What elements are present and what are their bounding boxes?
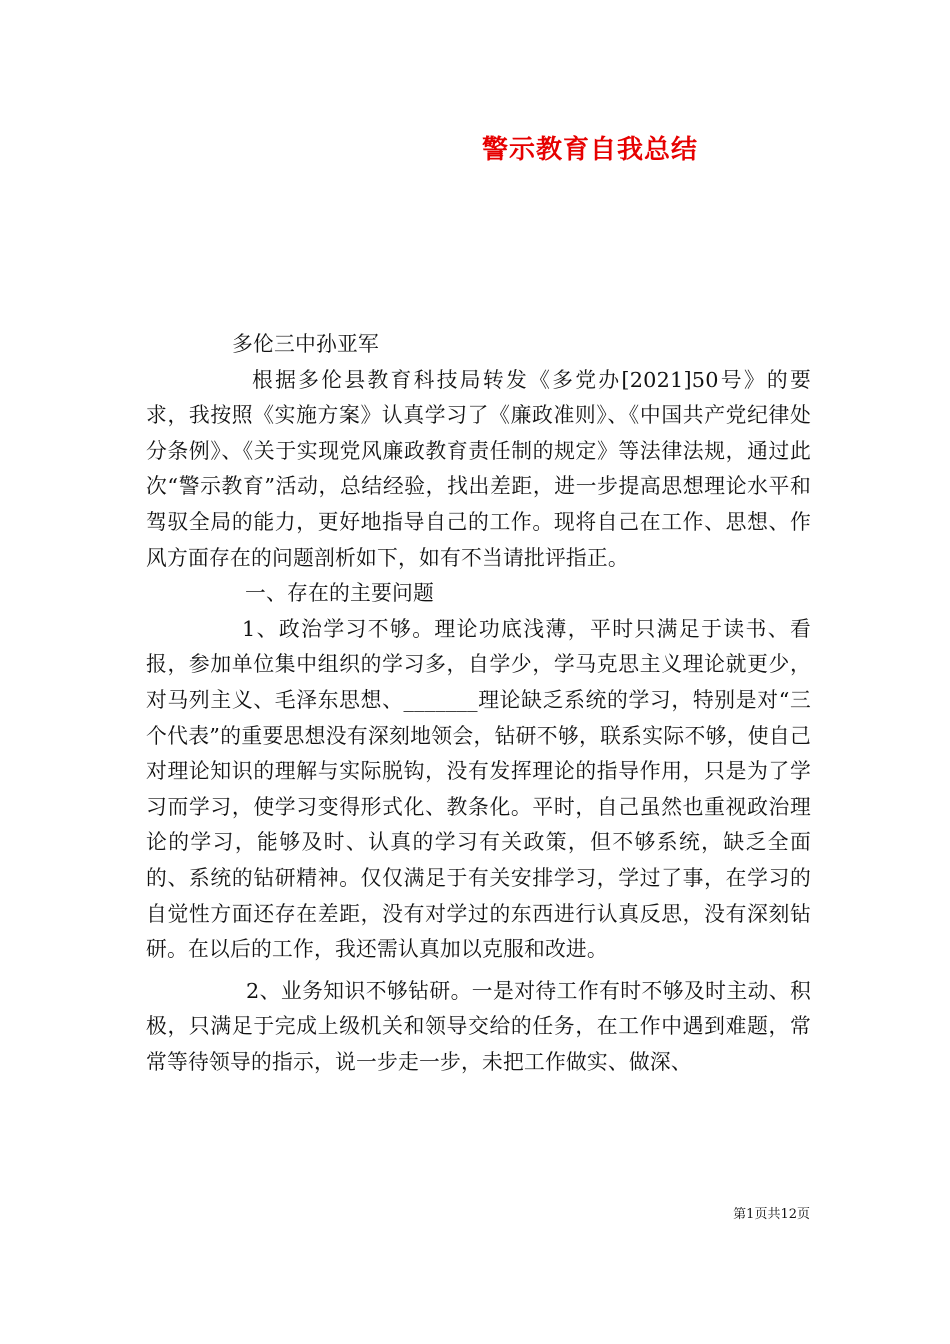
document-title: 警示教育自我总结	[481, 135, 698, 165]
author-line: 多伦三中孙亚军	[232, 332, 379, 356]
paragraph-political-study: 1、政治学习不够。理论功底浅薄，平时只满足于读书、看报，参加单位集中组织的学习多，自学少，学马克思主义理论就更少，对马列主义、毛泽东思想、_______理论缺乏系统的学习，特别是对“三个代表”的重要思想没有深刻地领会，钻研不够，联系实际不够，使自己对理论知识的理解与实际脱钩，没有发挥理论的指导作用，只是为了学习而学习，使学习变得形式化、教条化。平时，自己虽然也重视政治理论的学习，能够及时、认真的学习有关政策，但不够系统，缺乏全面的、系统的钻研精神。仅仅满足于有关安排学习，学过了事，在学习的自觉性方面还存在差距，没有对学过的东西进行认真反思，没有深刻钻研。在以后的工作，我还需认真加以克服和改进。	[146, 616, 811, 962]
section-heading-main-problems: 一、存在的主要问题	[245, 581, 434, 606]
page-footer: 第1页共12页	[733, 1207, 810, 1222]
paragraph-business-knowledge: 2、业务知识不够钻研。一是对待工作有时不够及时主动、积极，只满足于完成上级机关和领导交给的任务，在工作中遇到难题，常常等待领导的指示，说一步走一步，未把工作做实、做深、	[146, 978, 811, 1074]
document-body	[146, 327, 811, 1080]
paragraph-intro: 根据多伦县教育科技局转发《多党办[2021]50号》的要求，我按照《实施方案》认真学习了《廉政准则》、《中国共产党纪律处分条例》、《关于实现党风廉政教育责任制的规定》等法律法规，通过此次“警示教育”活动，总结经验，找出差距，进一步提高思想理论水平和驾驭全局的能力，更好地指导自己的工作。现将自己在工作、思想、作风方面存在的问题剖析如下，如有不当请批评指正。	[146, 367, 811, 570]
